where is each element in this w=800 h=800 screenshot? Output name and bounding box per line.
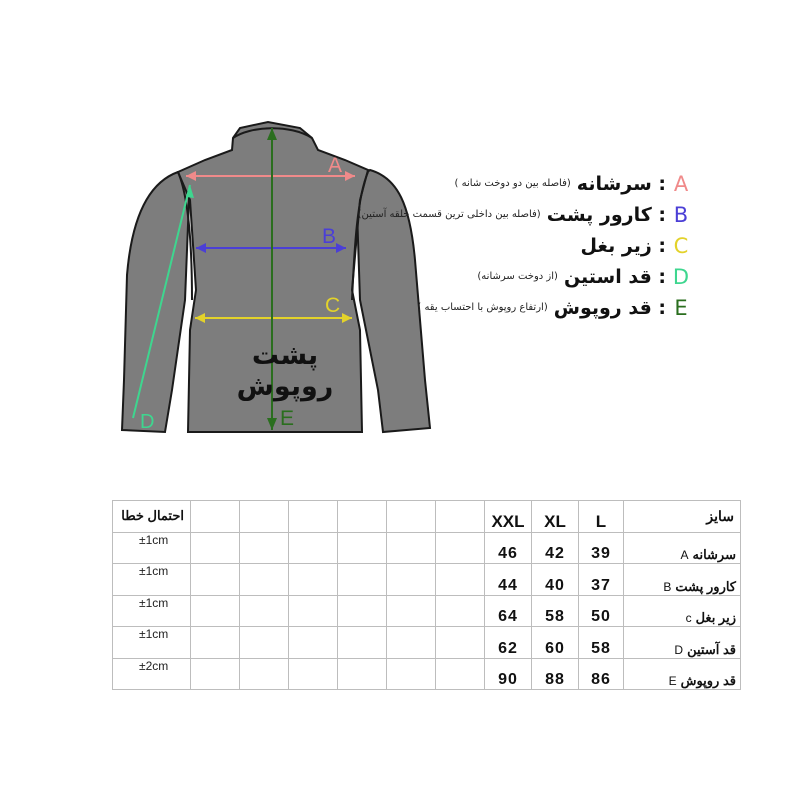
legend-letter: D [672,264,690,289]
legend-item-a [272,168,692,199]
back-of-gown-label: پشت روپوش [236,340,334,402]
svg-text:A: A [328,154,343,177]
left-sleeve [122,172,190,432]
row-label: سرشانهA [624,532,741,564]
tolerance-value: ±1cm [113,627,191,659]
legend-name: : قد استین [563,265,666,288]
size-chart-table [112,500,741,690]
tolerance-header: احتمال خطا [113,501,191,533]
value-xxl: 62 [485,627,532,659]
value-l: 58 [579,627,624,659]
value-l: 37 [579,564,624,596]
tolerance-value: ±2cm [113,658,191,690]
table-row [113,532,741,564]
svg-text:B: B [322,225,337,248]
legend-letter: B [673,202,689,227]
legend-note: (فاصله بین دو دوخت شانه ) [454,178,571,189]
row-label: زیر بغلc [624,595,741,627]
legend-item-b [272,199,692,230]
table-row [113,627,741,659]
table-row [113,658,741,690]
svg-text:D: D [140,411,155,433]
legend-letter: C [673,233,689,258]
legend-name: : کارور پشت [546,203,666,226]
value-l: 50 [579,595,624,627]
row-label: کارور پشتB [624,564,741,596]
size-header-xl: XL [532,501,579,533]
value-l: 39 [579,532,624,564]
legend-name: : سرشانه [576,172,666,195]
row-label: قد آستینD [624,627,741,659]
svg-text:C: C [325,294,341,317]
legend-note: (از دوخت سرشانه) [477,271,558,282]
svg-text:E: E [280,407,295,430]
value-xxl: 46 [485,532,532,564]
size-label-header: سایز [624,501,741,533]
tolerance-value: ±1cm [113,595,191,627]
value-l: 86 [579,658,624,690]
value-xl: 88 [532,658,579,690]
value-xxl: 64 [485,595,532,627]
value-xl: 42 [532,532,579,564]
value-xxl: 90 [485,658,532,690]
measurement-legend [272,168,692,323]
legend-item-d [272,261,692,292]
legend-note: (فاصله بین داخلی ترین قسمت حلقه آستین) [357,209,541,220]
legend-letter: E [674,295,688,320]
legend-letter: A [673,171,689,196]
value-xl: 40 [532,564,579,596]
legend-item-c [272,230,692,261]
legend-name: : قد روپوش [553,296,666,319]
table-row [113,595,741,627]
table-header-row [113,501,741,533]
size-header-l: L [579,501,624,533]
tolerance-value: ±1cm [113,564,191,596]
legend-item-e [272,292,692,323]
legend-note: (ارتفاع روپوش با احتساب یقه ) [417,302,548,313]
value-xl: 58 [532,595,579,627]
size-header-xxl: XXL [485,501,532,533]
value-xl: 60 [532,627,579,659]
value-xxl: 44 [485,564,532,596]
table-row [113,564,741,596]
legend-name: : زیر بغل [580,234,666,257]
row-label: قد روپوشE [624,658,741,690]
tolerance-value: ±1cm [113,532,191,564]
